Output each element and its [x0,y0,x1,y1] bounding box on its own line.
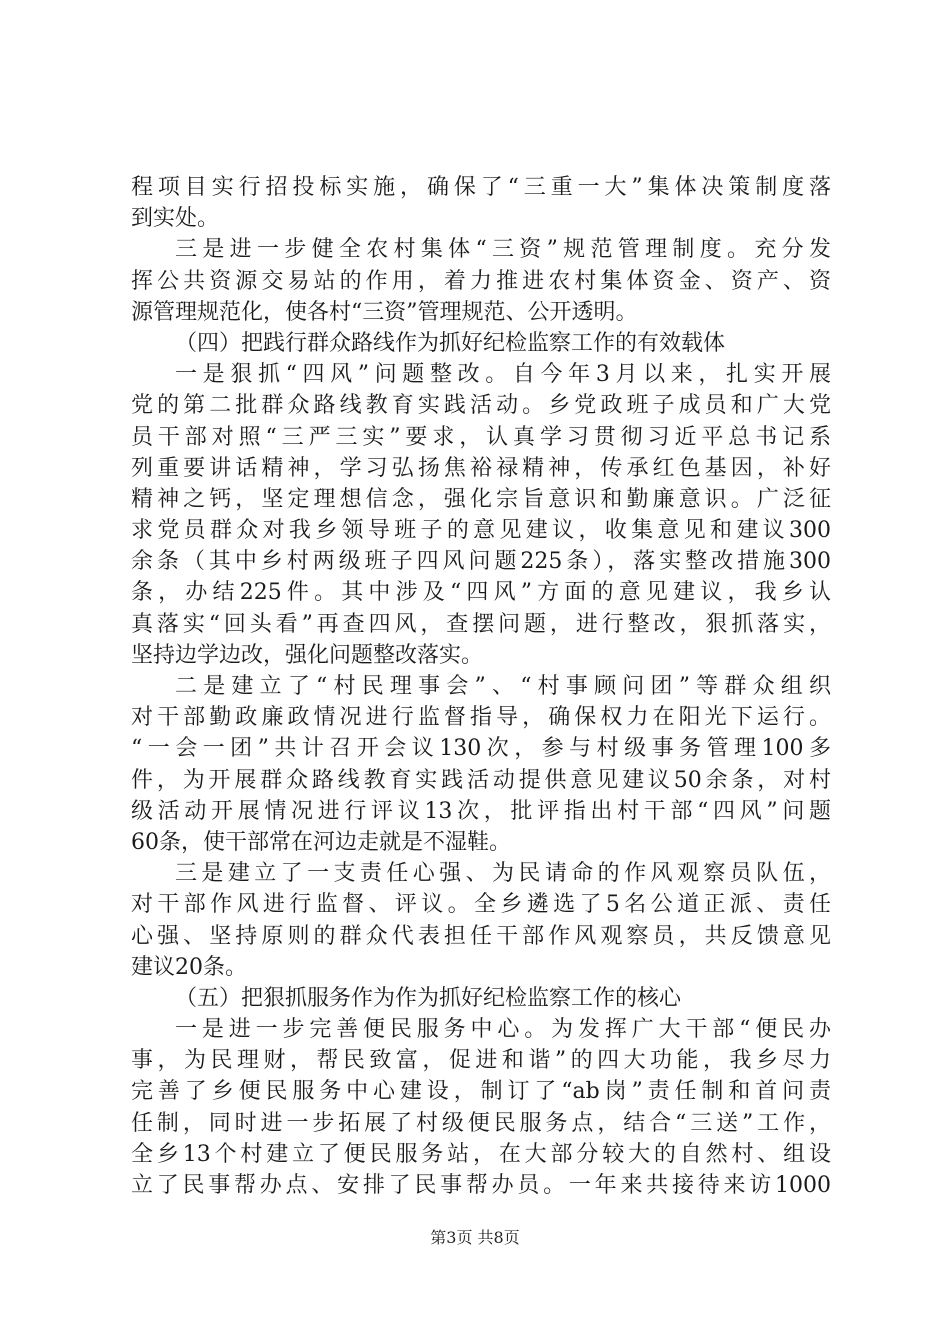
page-number-footer: 第3页 共8页 [430,1228,520,1247]
text-line-5: 源管理规范化，使各村“三资”管理规范、公开透明。 [131,299,638,325]
text-line-2: 到实处。 [131,206,220,232]
text-line-19: “一会一团”共计召开会议130次，参与村级事务管理100多 [131,736,831,762]
text-line-11: 精神之钙，坚定理想信念，强化宗旨意识和勤廉意识。广泛征 [131,486,831,512]
text-line-33: 立了民事帮办点、安排了民事帮办员。一年来共接待来访1000 [131,1173,831,1198]
text-line-15: 真落实“回头看”再查四风，查摆问题，进行整改，狠抓落实， [131,611,831,637]
text-line-21: 级活动开展情况进行评议13次，批评指出村干部“四风”问题 [131,798,831,824]
text-line-3: 三是进一步健全农村集体“三资”规范管理制度。充分发 [175,237,831,263]
section-heading-5: （五）把狠抓服务作为作为抓好纪检监察工作的核心 [175,985,682,1011]
section-heading-4: （四）把践行群众路线作为抓好纪检监察工作的有效载体 [175,330,726,356]
text-line-9: 员干部对照“三严三实”要求，认真学习贯彻习近平总书记系 [131,424,831,450]
text-line-25: 心强、坚持原则的群众代表担任干部作风观察员，共反馈意见 [131,923,831,949]
text-line-22: 60条，使干部常在河边走就是不湿鞋。 [131,829,511,855]
text-line-17: 二是建立了“村民理事会”、“村事顾问团”等群众组织 [175,674,831,699]
text-line-24: 对干部作风进行监督、评议。全乡遴选了5名公道正派、责任 [131,892,831,918]
text-line-13: 余条（其中乡村两级班子四风问题225条），落实整改措施300 [131,549,831,575]
text-line-8: 党的第二批群众路线教育实践活动。乡党政班子成员和广大党 [131,393,831,419]
text-line-12: 求党员群众对我乡领导班子的意见建议，收集意见和建议300 [131,518,831,544]
text-line-32: 全乡13个村建立了便民服务站，在大部分较大的自然村、组设 [131,1141,831,1167]
text-line-10: 列重要讲话精神，学习弘扬焦裕禄精神，传承红色基因，补好 [131,455,831,481]
text-line-14: 条，办结225件。其中涉及“四风”方面的意见建议，我乡认 [131,580,831,606]
text-line-1: 程项目实行招投标实施，确保了“三重一大”集体决策制度落 [131,175,831,200]
text-line-4: 挥公共资源交易站的作用，着力推进农村集体资金、资产、资 [131,268,831,294]
text-line-18: 对干部勤政廉政情况进行监督指导，确保权力在阳光下运行。 [131,705,831,731]
document-body [131,172,831,1201]
text-line-16: 坚持边学边改，强化问题整改落实。 [131,642,484,668]
text-line-28: 一是进一步完善便民服务中心。为发挥广大干部“便民办 [175,1017,831,1043]
text-line-26: 建议20条。 [131,954,247,980]
text-line-20: 件，为开展群众路线教育实践活动提供意见建议50余条，对村 [131,767,831,793]
text-line-7: 一是狠抓“四风”问题整改。自今年3月以来，扎实开展 [175,362,831,388]
text-line-30: 完善了乡便民服务中心建设，制订了“ab岗”责任制和首问责 [131,1079,831,1105]
text-line-23: 三是建立了一支责任心强、为民请命的作风观察员队伍， [175,861,831,887]
text-line-29: 事，为民理财，帮民致富，促进和谐”的四大功能，我乡尽力 [131,1048,831,1074]
text-line-31: 任制，同时进一步拓展了村级便民服务点，结合“三送”工作， [131,1110,831,1136]
